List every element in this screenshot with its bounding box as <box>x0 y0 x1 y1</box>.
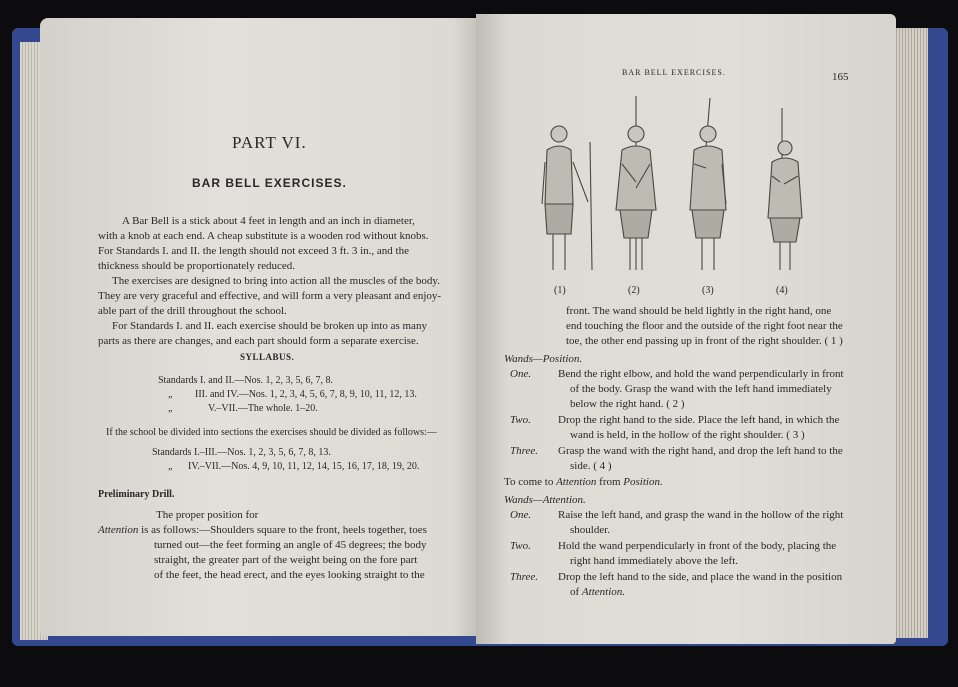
continued-line: toe, the other end passing up in front of the right shoulder. ( 1 ) <box>566 335 843 347</box>
step-label: One. <box>510 368 532 380</box>
ditto-mark: „ <box>168 403 173 414</box>
figure-caption: (1) <box>554 285 566 296</box>
attention-step <box>510 508 843 522</box>
section-title: BAR BELL EXERCISES. <box>192 176 347 190</box>
step-text: right hand immediately above the left. <box>570 555 739 567</box>
attention-term: Attention. <box>581 586 625 598</box>
intro-line: parts as there are changes, and each part should form a separate exercise. <box>98 335 419 347</box>
step-text-final <box>570 585 625 599</box>
left-page <box>40 18 488 636</box>
drill-figure-4 <box>768 108 802 270</box>
step-text: Grasp the wand with the right hand, and drop the left hand to the <box>558 445 843 457</box>
continued-line: end touching the floor and the outside of the right foot near the <box>566 320 843 332</box>
step-text: Raise the left hand, and grasp the wand in the hollow of the right <box>558 509 844 521</box>
come-to-line <box>504 475 663 489</box>
wands-position-heading: Wands—Position. <box>504 353 583 365</box>
step-label: Three. <box>510 571 539 583</box>
part-heading: PART VI. <box>232 133 307 152</box>
position-step <box>510 413 839 427</box>
step-text: of the body. Grasp the wand with the left hand immediately <box>570 383 832 395</box>
step-text: below the right hand. ( 2 ) <box>570 398 685 410</box>
intro-line: For Standards I. and II. the length should not exceed 3 ft. 3 in., and the <box>98 245 409 257</box>
prelim-lead: The proper position for <box>156 509 259 521</box>
position-term: Position. <box>623 476 663 488</box>
prelim-first-line <box>98 523 427 537</box>
preliminary-drill-heading: Preliminary Drill. <box>98 489 175 500</box>
attention-step <box>510 570 842 584</box>
step-label: Two. <box>510 540 531 552</box>
attention-step <box>510 539 836 553</box>
division-line: Standards I.–III.—Nos. 1, 2, 3, 5, 6, 7, 8, 13. <box>152 447 331 458</box>
syllabus-heading: SYLLABUS. <box>240 352 295 362</box>
step-text: Drop the right hand to the side. Place the left hand, in which the <box>558 414 840 426</box>
intro-line: For Standards I. and II. each exercise should be broken up into as many <box>112 320 427 332</box>
drill-figure-1 <box>542 126 592 270</box>
step-text: side. ( 4 ) <box>570 460 612 472</box>
attention-term: Attention <box>556 476 597 488</box>
wands-attention-heading: Wands—Attention. <box>504 494 586 506</box>
intro-line: with a knob at each end. A cheap substitute is a wooden rod without knobs. <box>98 230 429 242</box>
come-to-from: from <box>596 476 624 488</box>
syllabus-line: III. and IV.—Nos. 1, 2, 3, 4, 5, 6, 7, 8, 9, 10, 11, 12, 13. <box>195 389 417 400</box>
page-number: 165 <box>832 71 849 83</box>
step-label: Two. <box>510 414 531 426</box>
division-note: If the school be divided into sections the exercises should be divided as follows:— <box>106 427 437 438</box>
continued-line: front. The wand should be held lightly in the right hand, one <box>566 305 832 317</box>
running-head: BAR BELL EXERCISES. <box>622 68 726 77</box>
attention-term: Attention <box>98 524 139 536</box>
syllabus-line: Standards I. and II.—Nos. 1, 2, 3, 5, 6, 7, 8. <box>158 375 333 386</box>
drill-figures-svg <box>522 92 822 302</box>
intro-line: The exercises are designed to bring into action all the muscles of the body. <box>112 275 440 287</box>
step-text: Drop the left hand to the side, and place the wand in the position <box>558 571 843 583</box>
division-line: IV.–VII.—Nos. 4, 9, 10, 11, 12, 14, 15, 16, 17, 18, 19, 20. <box>188 461 420 472</box>
step-text: of <box>570 586 582 598</box>
figure-illustrations <box>522 92 822 302</box>
intro-line: They are very graceful and effective, and will form a very pleasant and enjoy- <box>98 290 442 302</box>
figure-caption: (4) <box>776 285 788 296</box>
step-label: Three. <box>510 445 539 457</box>
position-step <box>510 444 843 458</box>
come-to-prefix: To come to <box>504 476 557 488</box>
figure-caption: (2) <box>628 285 640 296</box>
intro-line: able part of the drill throughout the school. <box>98 305 287 317</box>
syllabus-line: V.–VII.—The whole. 1–20. <box>208 403 318 414</box>
step-text: wand is held, in the hollow of the right shoulder. ( 3 ) <box>570 429 805 441</box>
position-step <box>510 367 844 381</box>
intro-line: thickness should be proportionately reduced. <box>98 260 296 272</box>
prelim-first-line-rest: is as follows:—Shoulders square to the front, heels together, toes <box>138 524 427 536</box>
right-page <box>476 14 896 644</box>
prelim-line: turned out—the feet forming an angle of 45 degrees; the body <box>154 539 427 551</box>
step-text: Hold the wand perpendicularly in front of the body, placing the <box>558 540 837 552</box>
step-text: shoulder. <box>570 524 611 536</box>
step-label: One. <box>510 509 532 521</box>
step-text: Bend the right elbow, and hold the wand perpendicularly in front <box>558 368 844 380</box>
drill-figure-3 <box>690 98 726 270</box>
prelim-line: straight, the greater part of the weight being on the fore part <box>154 554 418 566</box>
prelim-line: of the feet, the head erect, and the eyes looking straight to the <box>154 569 425 581</box>
intro-line: A Bar Bell is a stick about 4 feet in length and an inch in diameter, <box>122 215 415 227</box>
figure-caption: (3) <box>702 285 714 296</box>
ditto-mark: „ <box>168 461 173 472</box>
drill-figure-2 <box>616 96 656 270</box>
ditto-mark: „ <box>168 389 173 400</box>
